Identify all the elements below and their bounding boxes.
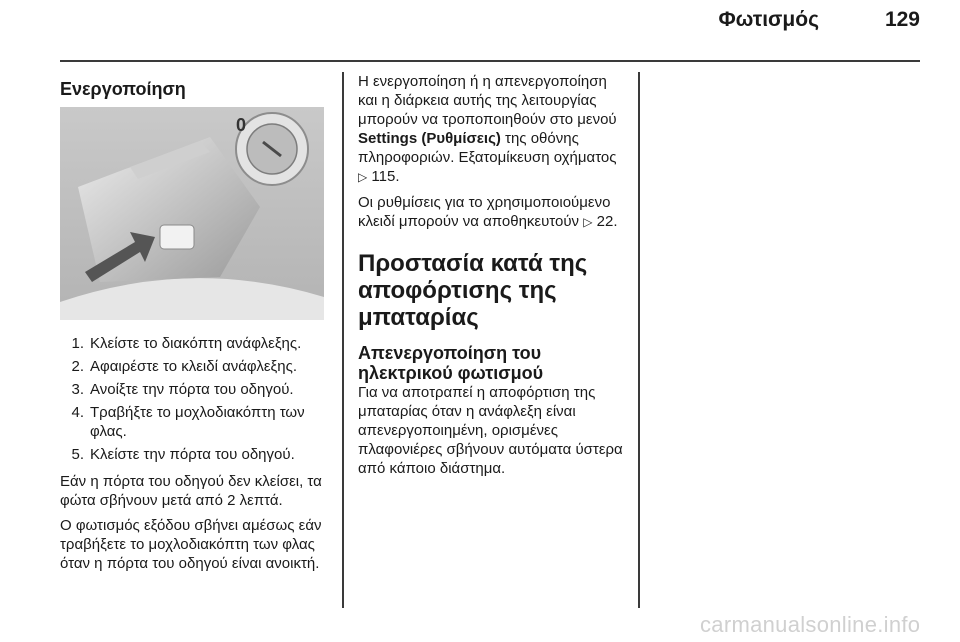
header-rule bbox=[60, 60, 920, 62]
paragraph bbox=[358, 193, 626, 232]
text-run: Η ενεργοποίηση ή η απενεργοποίηση και η διάρκεια αυτής της λειτουργίας μπορούν να τροποποιηθούν στο μενού bbox=[358, 73, 617, 128]
step-text: Τραβήξτε το μοχλοδιακόπτη των φλας. bbox=[90, 404, 305, 440]
step-text: Αφαιρέστε το κλειδί ανάφλεξης. bbox=[90, 358, 298, 375]
list-item bbox=[60, 403, 328, 441]
step-number: 3. bbox=[71, 381, 84, 398]
watermark: carmanualsonline.info bbox=[700, 612, 921, 637]
left-body bbox=[60, 472, 328, 579]
page-ref-arrow-icon: ▷ bbox=[358, 170, 368, 184]
text-run: της οθόνης πληροφοριών. Εξατομίκευση οχήματος bbox=[358, 130, 617, 166]
column-divider-left bbox=[342, 72, 344, 608]
page-header-title: Φωτισμός bbox=[718, 8, 819, 31]
right-column bbox=[358, 72, 626, 484]
column-divider-right bbox=[638, 72, 640, 608]
list-item bbox=[60, 380, 328, 399]
paragraph: Ο φωτισμός εξόδου σβήνει αμέσως εάν τραβήξετε το μοχλοδιακόπτη των φλας όταν η πόρτα του οδηγού είναι ανοικτή. bbox=[60, 517, 322, 572]
lever-illustration bbox=[60, 107, 324, 320]
paragraph: Εάν η πόρτα του οδηγού δεν κλείσει, τα φώτα σβήνουν μετά από 2 λεπτά. bbox=[60, 473, 322, 509]
left-column bbox=[60, 72, 328, 100]
page-ref[interactable]: 115. bbox=[371, 168, 400, 185]
list-item bbox=[60, 445, 328, 464]
paragraph: Για να αποτραπεί η αποφόρτιση της μπαταρίας όταν η ανάφλεξη είναι απενεργοποιημένη, ορισμένες πλαφονιέρες σβήνουν αυτόματα ύστερα από κάποιο διάστημα. bbox=[358, 384, 623, 477]
steps-list bbox=[60, 334, 328, 468]
sub-heading: Απενεργοποίηση του ηλεκτρικού φωτισμού bbox=[358, 343, 544, 383]
step-text: Ανοίξτε την πόρτα του οδηγού. bbox=[90, 381, 294, 398]
list-item bbox=[60, 357, 328, 376]
page-ref[interactable]: 22. bbox=[596, 213, 618, 230]
step-text: Κλείστε την πόρτα του οδηγού. bbox=[90, 446, 295, 463]
step-number: 5. bbox=[71, 446, 84, 463]
text-run: Οι ρυθμίσεις για το χρησιμοποιούμενο κλειδί μπορούν να αποθηκευτούν bbox=[358, 194, 611, 230]
step-number: 4. bbox=[71, 404, 84, 421]
menu-name: Settings (Ρυθμίσεις) bbox=[358, 130, 501, 147]
figure-badge-label: 0 bbox=[236, 115, 247, 135]
page-number: 129 bbox=[884, 8, 920, 31]
paragraph bbox=[358, 72, 626, 187]
step-number: 2. bbox=[71, 358, 84, 375]
section-title: Ενεργοποίηση bbox=[60, 79, 186, 99]
list-item bbox=[60, 334, 328, 353]
step-text: Κλείστε το διακόπτη ανάφλεξης. bbox=[90, 335, 302, 352]
turn-signal-lever-figure bbox=[60, 107, 324, 320]
step-number: 1. bbox=[71, 335, 84, 352]
section-heading: Προστασία κατά της αποφόρτισης της μπαταρίας bbox=[358, 250, 588, 331]
page-ref-arrow-icon: ▷ bbox=[583, 215, 593, 229]
